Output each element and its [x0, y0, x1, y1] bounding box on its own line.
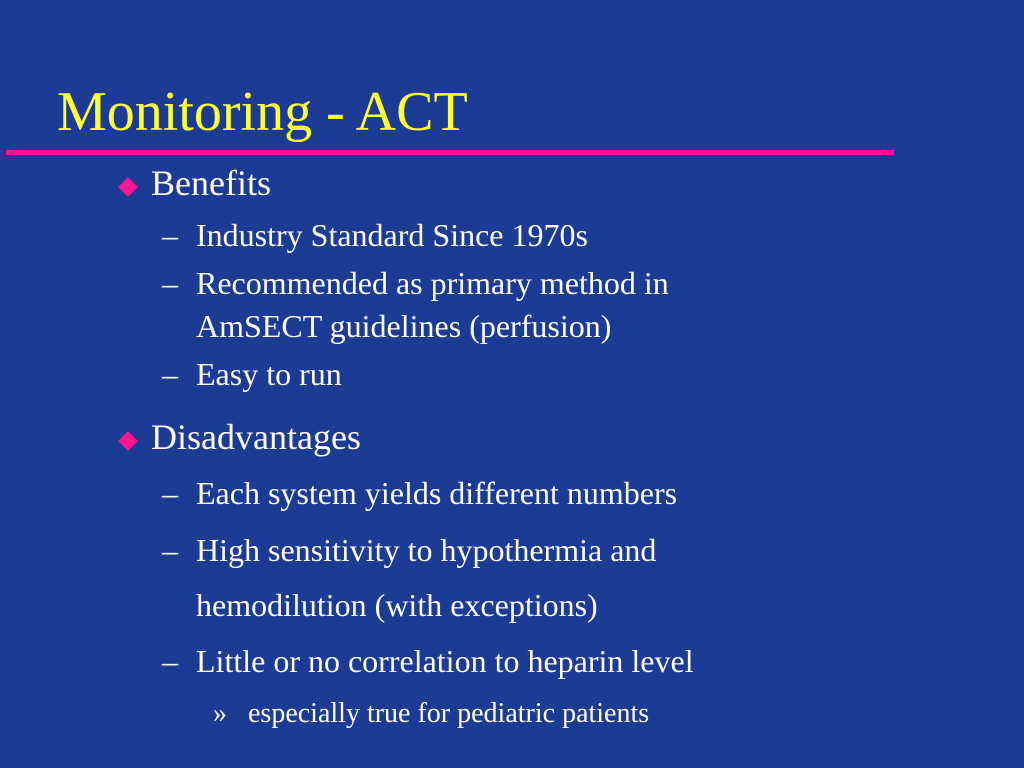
- sub-bullet-text: Each system yields different numbers: [196, 475, 678, 511]
- dash-marker: –: [162, 356, 178, 392]
- sub-bullet-text: hemodilution (with exceptions): [196, 587, 598, 623]
- dash-marker: –: [162, 475, 178, 511]
- sub-bullet-text: Recommended as primary method in: [196, 265, 669, 301]
- sub-bullet-text: High sensitivity to hypothermia and: [196, 532, 657, 568]
- dash-marker: –: [162, 643, 178, 679]
- bullet-heading: Benefits: [151, 163, 271, 203]
- diamond-bullet-icon: [118, 431, 138, 451]
- bullet-heading: Disadvantages: [151, 417, 361, 457]
- slide-title: Monitoring - ACT: [57, 81, 468, 143]
- dash-marker: –: [162, 217, 178, 253]
- sub-sub-bullet-text: especially true for pediatric patients: [248, 698, 650, 729]
- sub-bullet-text: Easy to run: [196, 356, 342, 392]
- diamond-bullet-icon: [118, 177, 138, 197]
- title-underline: [6, 150, 894, 155]
- sub-bullet-text: Little or no correlation to heparin level: [196, 643, 694, 679]
- dash-marker: –: [162, 532, 178, 568]
- dash-marker: –: [162, 265, 178, 301]
- sub-bullet-text: AmSECT guidelines (perfusion): [196, 308, 612, 344]
- chevron-marker: »: [213, 698, 227, 729]
- sub-bullet-text: Industry Standard Since 1970s: [196, 217, 588, 253]
